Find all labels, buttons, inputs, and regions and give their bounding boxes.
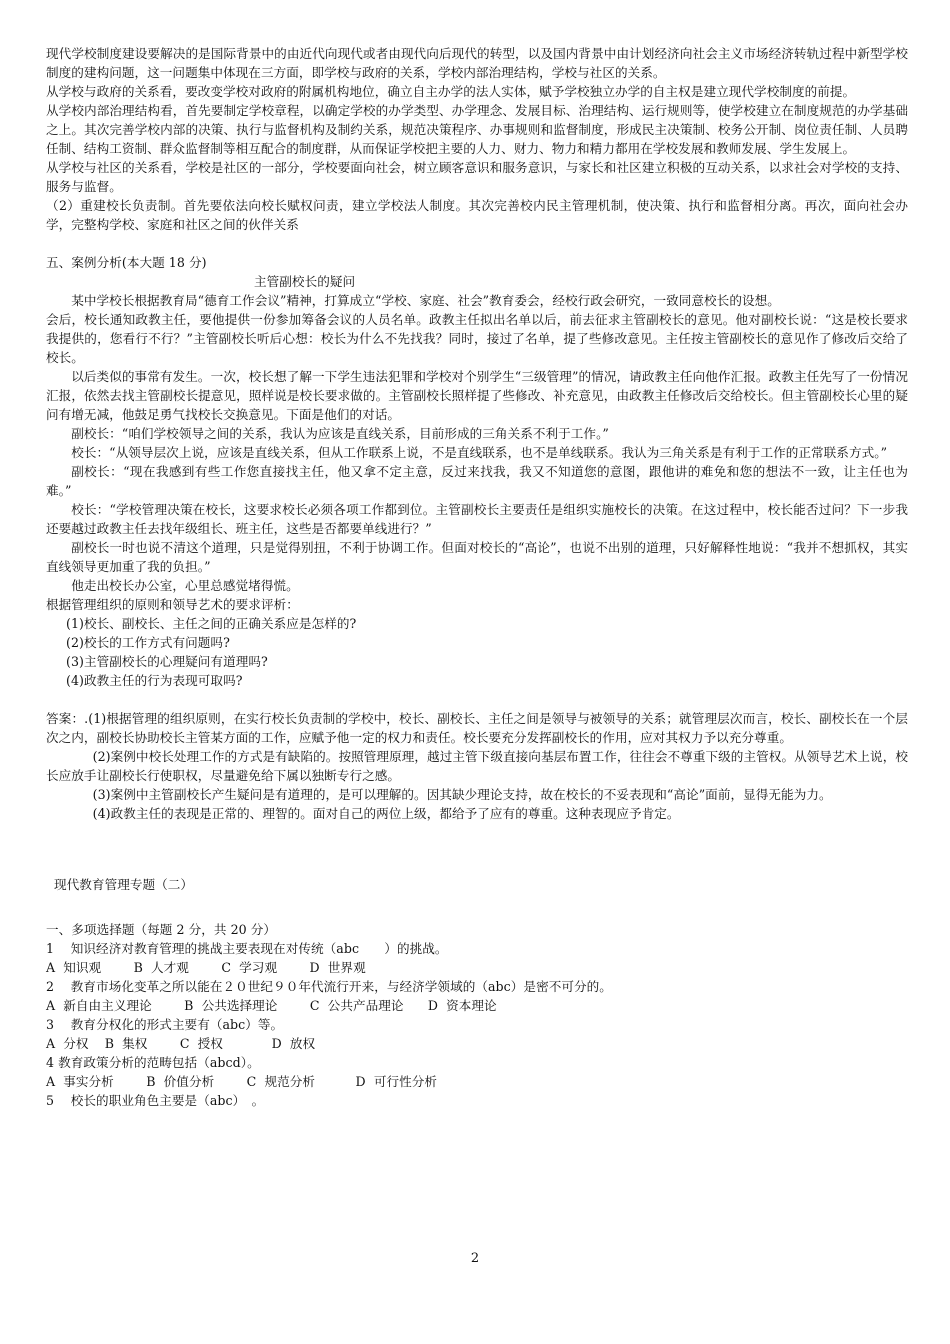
intro-paragraph-2: 从学校与政府的关系看，要改变学校对政府的附属机构地位，确立自主办学的法人实体，赋予学校独立办学的自主权是建立现代学校制度的前提。	[46, 84, 856, 99]
case-paragraph: 某中学校长根据教育局“德育工作会议”精神，打算成立“学校、家庭、社会”教育委会，经校行政会研究，一致同意校长的设想。	[71, 293, 780, 308]
mcq-options: A 新自由主义理论 B 公共选择理论 C 公共产品理论 D 资本理论	[46, 998, 497, 1013]
intro-paragraph-5: （2）重建校长负责制。首先要依法向校长赋权问责，建立学校法人制度。其次完善校内民主管理机制，使决策、执行和监督相分离。再次，面向社会办学，完整构学校、家庭和社区之间的伙伴关系	[46, 198, 908, 232]
case-paragraph: 副校长：“现在我感到有些工作您直接找主任，他又拿不定主意，反过来找我，我又不知道您的意图，跟他讲的难免和您的想法不一致，让主任也为难。”	[46, 464, 908, 498]
answer-paragraph: (2)案例中校长处理工作的方式是有缺陷的。按照管理原理，越过主管下级直接向基层布置工作，往往会不尊重下级的主管权。从领导艺术上说，校长应放手让副校长行使职权，尽量避免给下属以独断专行之感。	[46, 749, 908, 783]
mcq-question: 3 教育分权化的形式主要有（abc）等。	[46, 1017, 284, 1032]
answer-paragraph: 答案：.(1)根据管理的组织原则，在实行校长负责制的学校中，校长、副校长、主任之间是领导与被领导的关系；就管理层次而言，校长、副校长在一个层次之内，副校长协助校长主管某方面的工作，应赋予他一定的权力和责任。校长要充分发挥副校长的作用，应对其权力予以充分尊重。	[46, 711, 908, 745]
case-question: (3)主管副校长的心理疑问有道理吗?	[66, 654, 268, 669]
mcq-options: A 分权 B 集权 C 授权 D 放权	[46, 1036, 316, 1051]
case-paragraph: 他走出校长办公室，心里总感觉堵得慌。	[71, 578, 299, 593]
intro-paragraph-3: 从学校内部治理结构看，首先要制定学校章程，以确定学校的办学类型、办学理念、发展目标、治理结构、运行规则等，使学校建立在制度规范的办学基础之上。其次完善学校内部的决策、执行与监督机构及制约关系，规范决策程序、办事规则和监督制度，形成民主决策制、校务公开制、岗位责任制、人员聘任制、结构工资制、群众监督制等相互配合的制度群，从而保证学校把主要的人力、财力、物力和精力都用在学校发展和教师发展、学生发展上。	[46, 103, 908, 156]
answer-paragraph: (4)政教主任的表现是正常的、理智的。面对自己的两位上级，都给予了应有的尊重。这种表现应予肯定。	[92, 806, 680, 821]
spacer	[46, 894, 908, 920]
case-paragraph: 副校长：“咱们学校领导之间的关系，我认为应该是直线关系，目前形成的三角关系不利于工作。”	[71, 426, 609, 441]
intro-paragraph-4: 从学校与社区的关系看，学校是社区的一部分，学校要面向社会，树立顾客意识和服务意识，与家长和社区建立积极的互动关系，以求社会对学校的支持、服务与监督。	[46, 160, 908, 194]
mcq-options: A 事实分析 B 价值分析 C 规范分析 D 可行性分析	[46, 1074, 438, 1089]
mcq-options: A 知识观 B 人才观 C 学习观 D 世界观	[46, 960, 366, 975]
mcq-question: 5 校长的职业角色主要是（abc） 。	[46, 1093, 265, 1108]
case-heading: 五、案例分析(本大题 18 分)	[46, 255, 207, 270]
intro-paragraph-1: 现代学校制度建设要解决的是国际背景中的由近代向现代或者由现代向后现代的转型，以及国内背景中由计划经济向社会主义市场经济转轨过程中新型学校制度的建构问题，这一问题集中体现在三方面，即学校与政府的关系，学校内部治理结构，学校与社区的关系。	[46, 46, 908, 80]
case-paragraph: 校长：“从领导层次上说，应该是直线关系，但从工作联系上说，不是直线联系，也不是单线联系。我认为三角关系是有利于工作的正常联系方式。”	[71, 445, 888, 460]
case-title: 主管副校长的疑问	[254, 274, 356, 289]
case-paragraph: 校长：“学校管理决策在校长，这要求校长必须各项工作都到位。主管副校长主要责任是组织实施校长的决策。在这过程中，校长能否过问？下一步我还要越过政教主任去找年级组长、班主任，这些是否都要单线进行？”	[46, 502, 908, 536]
case-paragraph: 会后，校长通知政教主任，要他提供一份参加筹备会议的人员名单。政教主任拟出名单以后，前去征求主管副校长的意见。他对副校长说：“这是校长要求我提供的，您看行不行？”主管副校长听后心想：校长为什么不先找我？同时，接过了名单，提了些修改意见。主任按主管副校长的意见作了修改后交给了校长。	[46, 312, 908, 365]
spacer	[46, 234, 908, 253]
case-question: (4)政教主任的行为表现可取吗?	[66, 673, 243, 688]
mcq-heading: 一、多项选择题（每题 2 分，共 20 分）	[46, 922, 277, 937]
spacer	[46, 823, 908, 849]
spacer	[46, 849, 908, 875]
case-prompt: 根据管理组织的原则和领导艺术的要求评析：	[46, 597, 299, 612]
answer-paragraph: (3)案例中主管副校长产生疑问是有道理的，是可以理解的。因其缺少理论支持，故在校长的不妥表现和“高论”面前，显得无能为力。	[92, 787, 832, 802]
spacer	[46, 690, 908, 709]
mcq-question: 1 知识经济对教育管理的挑战主要表现在对传统（abc ）的挑战。	[46, 941, 448, 956]
mcq-question: 2 教育市场化变革之所以能在２０世纪９０年代流行开来，与经济学领域的（abc）是密不可分的。	[46, 979, 612, 994]
document-page	[46, 44, 908, 1110]
case-paragraph: 副校长一时也说不清这个道理，只是觉得别扭，不利于协调工作。但面对校长的“高论”，也说不出别的道理，只好解释性地说：“我并不想抓权，其实直线领导更加重了我的负担。”	[46, 540, 908, 574]
page-number: 2	[470, 1251, 480, 1266]
mcq-question: 4 教育政策分析的范畴包括（abcd）。	[46, 1055, 260, 1070]
case-paragraph: 以后类似的事常有发生。一次，校长想了解一下学生违法犯罪和学校对个别学生“三级管理”的情况，请政教主任向他作汇报。政教主任先写了一份情况汇报，依然去找主管副校长提意见，照样说是校长要求做的。主管副校长照样提了些修改、补充意见，由政教主任修改后交给校长。但主管副校长心里的疑问有增无减，他鼓足勇气找校长交换意见。下面是他们的对话。	[46, 369, 908, 422]
case-question: (2)校长的工作方式有问题吗?	[66, 635, 230, 650]
case-question: (1)校长、副校长、主任之间的正确关系应是怎样的?	[66, 616, 357, 631]
section-title: 现代教育管理专题（二）	[54, 877, 194, 892]
